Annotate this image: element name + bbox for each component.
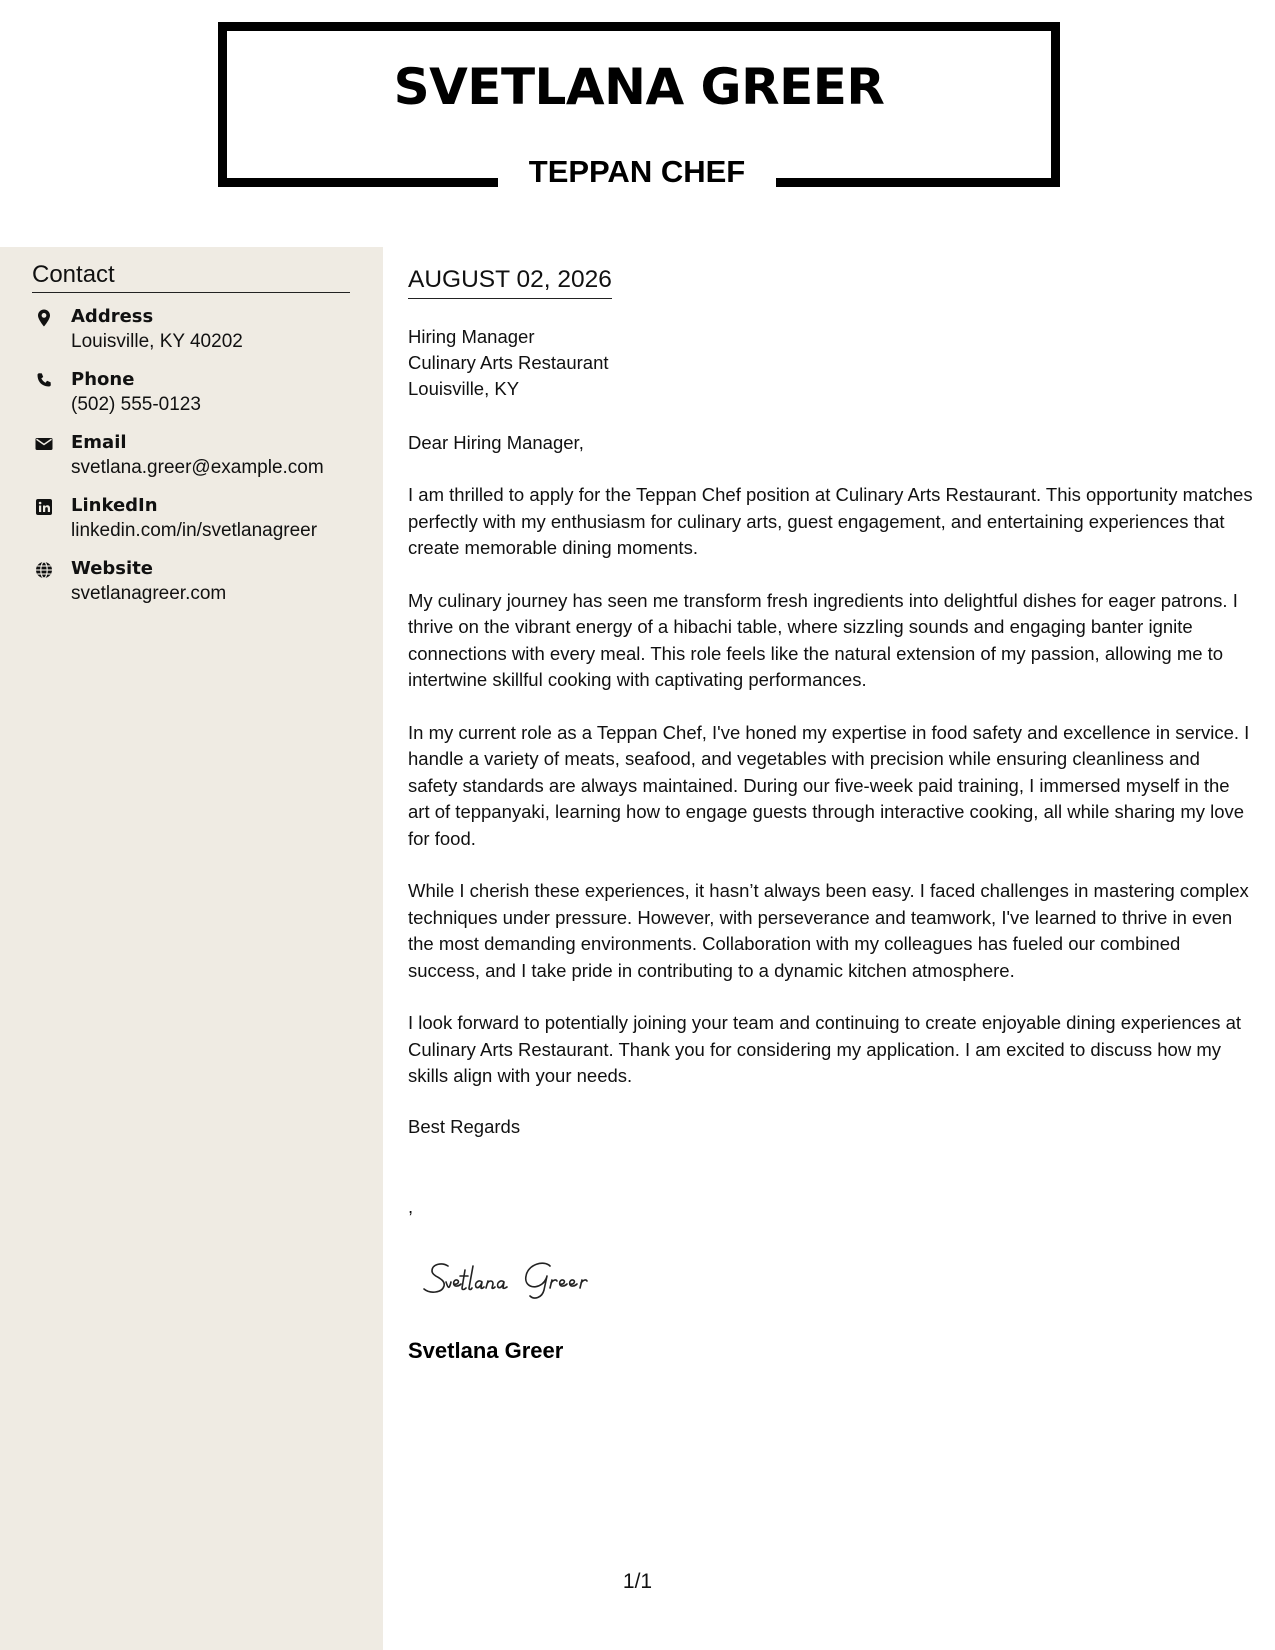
- contact-email: [32, 432, 372, 484]
- applicant-name: SVETLANA GREER: [393, 58, 885, 116]
- body-paragraph: While I cherish these experiences, it hasn’t always been easy. I faced challenges in mastering complex techniques under pressure. However, with perseverance and teamwork, I've learned to thrive in even the most demanding environments. Collaboration with my colleagues has fueled our combined success, and I take pride in contributing to a dynamic kitchen atmosphere.: [408, 880, 1249, 981]
- contact-label: Website: [71, 558, 154, 579]
- contact-label: LinkedIn: [71, 495, 158, 516]
- globe-icon: [34, 560, 54, 580]
- body-paragraph: I look forward to potentially joining your team and continuing to create enjoyable dining experiences at Culinary Arts Restaurant. Thank you for considering my application. I am excited to discuss how my skills align with your needs.: [408, 1012, 1242, 1086]
- contact-heading: Contact: [32, 261, 350, 293]
- signed-name: Svetlana Greer: [408, 1338, 564, 1363]
- contact-address: [32, 306, 372, 358]
- contact-phone: [32, 369, 372, 421]
- body-paragraph: My culinary journey has seen me transform fresh ingredients into delightful dishes for eager patrons. I thrive on the vibrant energy of a hibachi table, where sizzling sounds and engaging banter ignite connections with every meal. This role feels like the natural extension of my passion, allowing me to intertwine skillful cooking with captivating performances.: [408, 589, 1238, 690]
- contact-value: (502) 555-0123: [71, 394, 201, 415]
- closing: Best Regards: [408, 1116, 521, 1137]
- body-paragraph: In my current role as a Teppan Chef, I've honed my expertise in food safety and excellence in service. I handle a variety of meats, seafood, and vegetables with precision while ensuring cleanliness and safety standards are always maintained. During our five-week paid training, I immersed myself in the art of teppanyaki, learning how to engage guests through interactive cooking, all while sharing my love for food.: [408, 721, 1250, 849]
- contact-linkedin: [32, 495, 372, 547]
- envelope-icon: [34, 434, 54, 454]
- recipient-company: Culinary Arts Restaurant: [408, 352, 609, 373]
- job-title: TEPPAN CHEF: [528, 154, 746, 189]
- contact-value: Louisville, KY 40202: [71, 331, 243, 352]
- page-number: 1/1: [622, 1570, 653, 1593]
- contact-value: svetlanagreer.com: [71, 583, 227, 604]
- contact-website: [32, 558, 372, 610]
- salutation: Dear Hiring Manager,: [408, 432, 584, 453]
- contact-label: Address: [71, 306, 154, 327]
- contact-label: Email: [71, 432, 127, 453]
- letter-date: AUGUST 02, 2026: [408, 266, 612, 299]
- handwritten-signature: [418, 1252, 678, 1312]
- map-pin-icon: [34, 308, 54, 328]
- recipient-location: Louisville, KY: [408, 378, 520, 399]
- recipient-block: [408, 324, 609, 402]
- phone-icon: [34, 371, 54, 391]
- closing-comma: ,: [408, 1196, 414, 1217]
- body-paragraph: I am thrilled to apply for the Teppan Chef position at Culinary Arts Restaurant. This opportunity matches perfectly with my enthusiasm for culinary arts, guest engagement, and entertaining experiences that create memorable dining moments.: [408, 484, 1253, 558]
- contact-value: svetlana.greer@example.com: [71, 457, 324, 478]
- letter-body: [408, 482, 1254, 1116]
- recipient-title: Hiring Manager: [408, 326, 535, 347]
- contact-value: linkedin.com/in/svetlanagreer: [71, 520, 318, 541]
- linkedin-icon: [34, 497, 54, 517]
- contact-label: Phone: [71, 369, 135, 390]
